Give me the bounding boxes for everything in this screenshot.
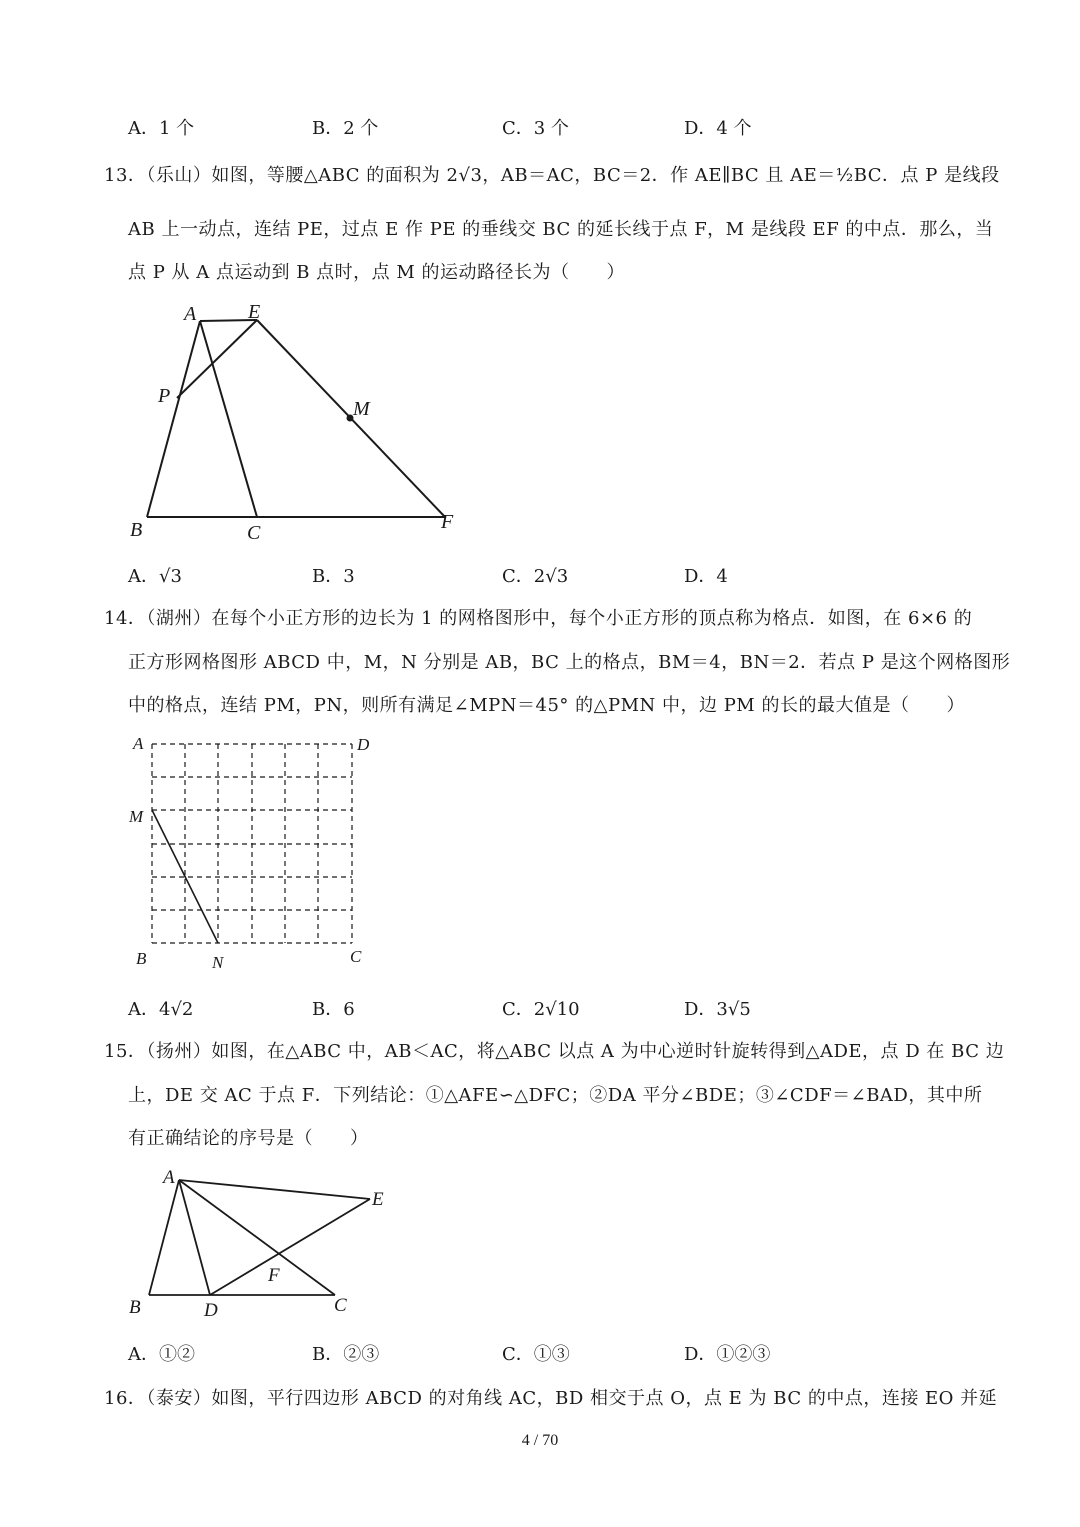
- q12-option-b: B．2 个: [312, 118, 379, 139]
- q14-option-a: A．4√2: [128, 999, 194, 1020]
- q15-figure: [120, 1160, 400, 1325]
- q13-text-line-2: AB 上一动点，连结 PE，过点 E 作 PE 的垂线交 BC 的延长线于点 F，M 是线段 EF 的中点．那么，当: [128, 219, 994, 240]
- q15-segment-ac: [179, 1180, 335, 1295]
- q15-segment-ae: [179, 1180, 370, 1199]
- q15-option-d: D．①②③: [684, 1344, 771, 1365]
- q15-label-a: A: [163, 1167, 175, 1188]
- page-number: 4 / 70: [521, 1432, 559, 1449]
- q14-label-n: N: [212, 953, 224, 972]
- q12-option-c: C．3 个: [502, 118, 569, 139]
- q12-option-a: A．1 个: [128, 118, 195, 139]
- q12-option-d: D．4 个: [684, 118, 752, 139]
- q14-text-line-3: 中的格点，连结 PM，PN，则所有满足∠MPN＝45° 的△PMN 中，边 PM 的长的最大值是（ ）: [128, 695, 965, 716]
- q15-label-b: B: [129, 1297, 141, 1318]
- q15-text-line-3: 有正确结论的序号是（ ）: [128, 1128, 369, 1149]
- q13-label-a: A: [184, 303, 197, 325]
- q14-label-m: M: [129, 807, 144, 826]
- q15-label-c: C: [334, 1295, 347, 1316]
- q13-segment-ab: [147, 321, 200, 517]
- q14-text-line-1: 14．（湖州）在每个小正方形的边长为 1 的网格图形中，每个小正方形的顶点称为格点．如图，在 6×6 的: [104, 608, 973, 629]
- q15-option-a: A．①②: [128, 1344, 195, 1365]
- q13-label-b: B: [130, 519, 143, 541]
- q13-segment-ac: [200, 321, 257, 517]
- q15-text-line-2: 上，DE 交 AC 于点 F．下列结论：①△AFE∽△DFC；②DA 平分∠BDE；③∠CDF＝∠BAD，其中所: [128, 1085, 983, 1106]
- q15-text-line-1: 15．（扬州）如图，在△ABC 中，AB＜AC，将△ABC 以点 A 为中心逆时针旋转得到△ADE，点 D 在 BC 边: [104, 1041, 1005, 1062]
- q14-label-d: D: [357, 735, 370, 754]
- q15-segment-ad: [179, 1180, 210, 1295]
- q15-label-e: E: [372, 1189, 384, 1210]
- q13-option-d: D．4: [684, 566, 728, 587]
- q14-grid-lines: [152, 744, 352, 943]
- q13-label-p: P: [158, 385, 171, 407]
- q15-segment-ab: [149, 1180, 179, 1295]
- q14-option-b: B．6: [312, 999, 355, 1020]
- q13-label-f: F: [441, 511, 454, 533]
- q14-grid-figure: [124, 730, 384, 975]
- q14-text-line-2: 正方形网格图形 ABCD 中，M，N 分别是 AB，BC 上的格点，BM＝4，BN＝2．若点 P 是这个网格图形: [128, 652, 1011, 673]
- q13-figure: [120, 290, 480, 550]
- q13-text-line-3: 点 P 从 A 点运动到 B 点时，点 M 的运动路径长为（ ）: [128, 262, 626, 283]
- q14-option-c: C．2√10: [502, 999, 580, 1020]
- q13-label-c: C: [247, 522, 261, 544]
- q14-label-b: B: [136, 949, 147, 968]
- q13-label-e: E: [248, 301, 261, 323]
- q15-option-b: B．②③: [312, 1344, 380, 1365]
- q13-label-m: M: [353, 398, 370, 420]
- q15-segment-de: [210, 1199, 370, 1295]
- q13-text-line-1: 13．（乐山）如图，等腰△ABC 的面积为 2√3，AB＝AC，BC＝2．作 AE∥BC 且 AE＝½BC．点 P 是线段: [104, 165, 1000, 186]
- q15-label-d: D: [204, 1300, 218, 1321]
- q16-text-line-1: 16．（泰安）如图，平行四边形 ABCD 的对角线 AC，BD 相交于点 O，点 E 为 BC 的中点，连接 EO 并延: [104, 1388, 998, 1409]
- q14-label-c: C: [350, 947, 362, 966]
- q14-label-a: A: [133, 734, 144, 753]
- q15-label-f: F: [268, 1265, 280, 1286]
- q13-option-a: A．√3: [128, 566, 182, 587]
- q13-option-c: C．2√3: [502, 566, 569, 587]
- q15-option-c: C．①③: [502, 1344, 570, 1365]
- q14-option-d: D．3√5: [684, 999, 751, 1020]
- q13-option-b: B．3: [312, 566, 355, 587]
